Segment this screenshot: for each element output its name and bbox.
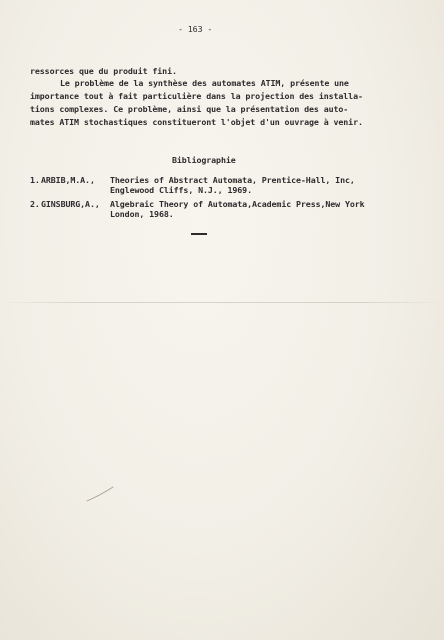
body-line: tions complexes. Ce problème, ainsi que la présentation des auto- [30, 104, 349, 114]
body-line: ressorces que du produit fini. [30, 66, 177, 76]
body-line: importance tout à fait particulière dans la projection des installa- [30, 91, 363, 101]
reference-title-continued: Englewood Cliffs, N.J., 1969. [110, 185, 252, 195]
reference-author: ARBIB,M.A., [41, 175, 95, 185]
paper-fold-line [0, 302, 444, 303]
pencil-mark-icon [86, 486, 114, 502]
reference-title-continued: London, 1968. [110, 209, 174, 219]
body-line: Le problème de la synthèse des automates ATIM, présente une [60, 78, 349, 88]
reference-title: Theories of Abstract Automata, Prentice-Hall, Inc, [110, 175, 355, 185]
end-rule [191, 233, 207, 235]
reference-number: 2. [30, 199, 40, 209]
reference-author: GINSBURG,A., [41, 199, 100, 209]
bibliography-heading: Bibliographie [172, 155, 236, 165]
body-line: mates ATIM stochastiques constitueront l'objet d'un ouvrage à venir. [30, 117, 363, 127]
reference-number: 1. [30, 175, 40, 185]
reference-title: Algebraic Theory of Automata,Academic Press,New York [110, 199, 365, 209]
page-number: - 163 - [178, 24, 213, 34]
